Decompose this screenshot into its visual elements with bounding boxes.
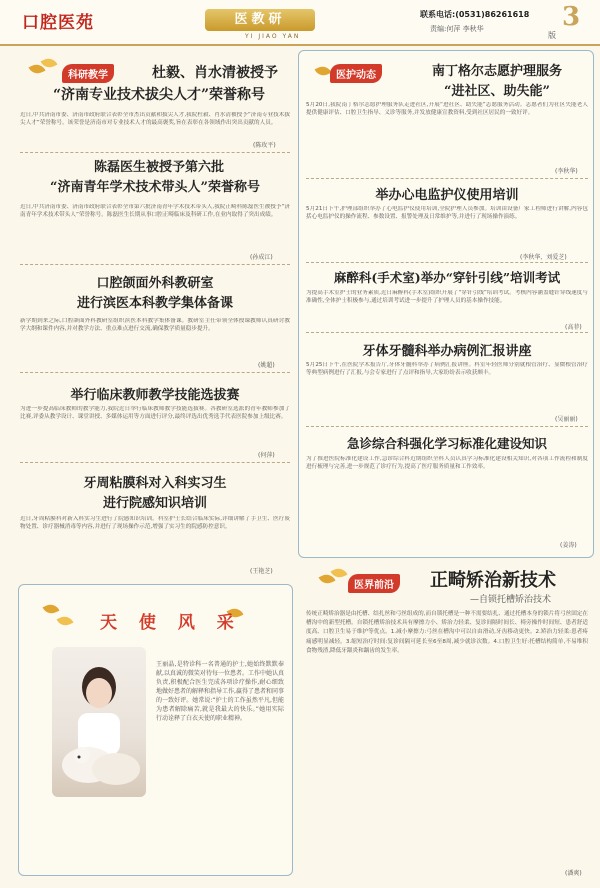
nursing-article-3-signature: (高菲) <box>565 324 582 331</box>
divider <box>306 332 588 333</box>
article-2-title-line2: “济南青年学术技术带头人”荣誉称号 <box>50 180 260 195</box>
nursing-article-5-title: 急诊综合科强化学习标准化建设知识 <box>346 436 547 451</box>
nurse-portrait-image <box>52 647 146 797</box>
nursing-article-3-body: 为提高手术室护士的业务素质,近日麻醉科(手术室)组织开展了“穿针引线”培训考试。考核内容涵盖缝针穿线速度与准确性,全体护士积极参与,通过培训考试进一步提升了护理人员的基本操作技能。 <box>306 290 588 304</box>
nursing-article-4-title: 牙体牙髓科举办病例汇报讲座 <box>362 344 532 359</box>
article-5-title-line1: 牙周粘膜科对入科实习生 <box>83 476 227 491</box>
nursing-article-3-title: 麻醉科(手术室)举办“穿针引线”培训考试 <box>333 270 561 285</box>
divider <box>20 462 290 463</box>
editors: 责编:何萍 李秋华 <box>430 25 484 33</box>
section-tag-frontier: 医界前沿 <box>348 574 400 593</box>
article-2-body: 近日,中共济南市委、济南市政府联合表彰全市第六批济南青年学术技术带头人,我院正畸科陈磊医生被授予“济南青年学术技术带头人”荣誉称号。陈磊医生长期从事口腔正畸临床及科研工作,在业内取得了突出成绩。 <box>20 204 290 218</box>
article-3-title-line2: 进行滨医本科教学集体备课 <box>76 296 233 311</box>
divider <box>20 372 290 373</box>
article-3-signature: (姚超) <box>258 362 275 369</box>
article-5-signature: (王艳芝) <box>250 568 273 575</box>
article-3-body: 新学期到来之际,口腔颌面外科教研室组织滨医本科教学集体备课。教研室主任带领全体授课教师认真研讨教学大纲和课件内容,并对教学方法、重点难点进行交流,确保教学质量稳步提升。 <box>20 318 290 332</box>
article-3-title-line1: 口腔颌面外科教研室 <box>96 276 214 291</box>
article-2-signature: (孙成江) <box>250 254 273 261</box>
article-1-title-line1: 杜毅、肖水清被授予 <box>152 65 278 81</box>
divider <box>20 264 290 265</box>
section-pinyin: YI JIAO YAN <box>245 33 301 40</box>
angel-profile-title: 天 使 风 采 <box>100 613 242 633</box>
nursing-article-1-signature: (李秋华) <box>555 168 578 175</box>
nursing-article-2-title: 举办心电监护仪使用培训 <box>375 188 519 203</box>
section-tag-nursing: 医护动态 <box>330 64 382 83</box>
frontier-article-body: 传统正畸矫治器是由托槽、结扎丝和弓丝组成的,而自锁托槽是一种不需要结扎、通过托槽本身的锁片将弓丝固定在槽沟中的新型托槽。自锁托槽矫治技术具有摩擦力小、矫治力轻柔、复诊间隔时间长、椅旁操作时间短、患者舒适度高、口腔卫生易于维护等优点。1.减小摩擦力:弓丝在槽沟中可以自由滑动,牙齿移动更快。2.矫治力轻柔:患者疼痛感明显减轻。3.缩短治疗时间:复诊间隔可延长至6至8周,减少就诊次数。4.口腔卫生好:托槽结构简单,不易堆积食物残渣,降低牙龈炎和龋齿的发生率。 <box>306 611 588 654</box>
divider <box>306 426 588 427</box>
nursing-article-2-body: 5月21日下午,护理部组织举办了心电监护仪使用培训,全院护理人员参加。培训由设备厂家工程师进行讲解,内容包括心电监护仪的操作流程、参数设置、报警处理及日常维护等,并进行了现场操作演练。 <box>306 206 588 220</box>
divider <box>306 262 588 263</box>
nursing-article-4-body: 5月25日下午,在医院学术报告厅,牙体牙髓科举办了病例汇报讲座。科室年轻医师分别就根管治疗、显微根管治疗等典型病例进行了汇报,与会专家进行了点评和指导,大家纷纷表示收获颇丰。 <box>306 362 588 376</box>
divider <box>20 152 290 153</box>
angel-profile-body: 王丽晶,是特诊科一名普通的护士,她始终默默奉献,以真诚的微笑对待每一位患者。工作中她认真负责,积极配合医生完成各项诊疗操作,耐心细致地做好患者的解释和指导工作,赢得了患者和同事的一致好评。她常说:“护士的工作虽然平凡,但能为患者解除痛苦,就是我最大的快乐。”她用实际行动诠释了白衣天使的职业精神。 <box>156 661 284 722</box>
nursing-article-5-signature: (姜涛) <box>560 542 577 549</box>
article-4-title: 举行临床教师教学技能选拔赛 <box>70 388 240 403</box>
nursing-article-1-title-line2: “进社区、助失能” <box>444 84 550 99</box>
section-title: 医教研 <box>205 9 315 31</box>
page-number: 3 <box>562 2 581 32</box>
frontier-article-subtitle: —自锁托槽矫治技术 <box>470 595 552 605</box>
nursing-article-2-signature: (李秋华、刘爱芝) <box>520 254 567 261</box>
nursing-article-1-title-line1: 南丁格尔志愿护理服务 <box>431 64 562 79</box>
article-5-body: 近日,牙周粘膜科对新入科实习生进行了院感知识培训。科室护士长结合临床实际,详细讲解了手卫生、医疗废物处置、诊疗器械消毒等内容,并进行了现场操作示范,增强了实习生的院感防控意识。 <box>20 516 290 530</box>
divider <box>306 178 588 179</box>
nursing-article-1-body: 5月20日,我院南丁格尔志愿护理服务队走进社区,开展“进社区、助失能”志愿服务活动。志愿者们为社区失能老人提供健康评估、口腔卫生指导、义诊等服务,并发放健康宣教资料,受到社区居民的一致好评。 <box>306 102 588 116</box>
article-1-body: 近日,中共济南市委、济南市政府联合表彰全市杰出贡献和拔尖人才,我院杜毅、肖水清被授予“济南专业技术拔尖人才”荣誉称号。该荣誉是济南市对专业技术人才的最高褒奖,旨在表彰在各领域作出突出贡献的人员。 <box>20 112 290 126</box>
frontier-article-signature: (潘爽) <box>565 870 582 877</box>
frontier-article-title: 正畸矫治新技术 <box>430 570 556 591</box>
nursing-article-4-signature: (吴丽丽) <box>555 416 578 423</box>
article-4-signature: (何萍) <box>258 452 275 459</box>
article-1-title-line2: “济南专业技术拔尖人才”荣誉称号 <box>52 87 266 103</box>
page-label: 版 <box>548 31 556 40</box>
article-2-title-line1: 陈磊医生被授予第六批 <box>93 160 224 175</box>
article-5-title-line2: 进行院感知识培训 <box>102 496 207 511</box>
masthead <box>0 0 600 46</box>
contact-phone: 联系电话:(0531)86261618 <box>420 10 530 19</box>
article-1-signature: (陈玫平) <box>253 142 276 149</box>
newspaper-logo: 口腔医苑 <box>22 13 94 33</box>
article-4-body: 为进一步提高临床教师的教学能力,我院近日举行临床教师教学技能选拔赛。各教研室选派的青年教师参加了比赛,评委从教学设计、课堂讲授、多媒体运用等方面进行评分,最终评选出优秀选手代表医院参加上级比赛。 <box>20 406 290 420</box>
nursing-article-5-body: 为了推进医院标准化建设工作,急诊综合科近期组织全科人员认真学习标准化建设相关知识,对各项工作流程和制度进行梳理与完善,进一步规范了诊疗行为,提高了医疗服务质量和工作效率。 <box>306 456 588 470</box>
nurse-photo <box>52 647 146 797</box>
section-tag-research: 科研教学 <box>62 64 114 83</box>
